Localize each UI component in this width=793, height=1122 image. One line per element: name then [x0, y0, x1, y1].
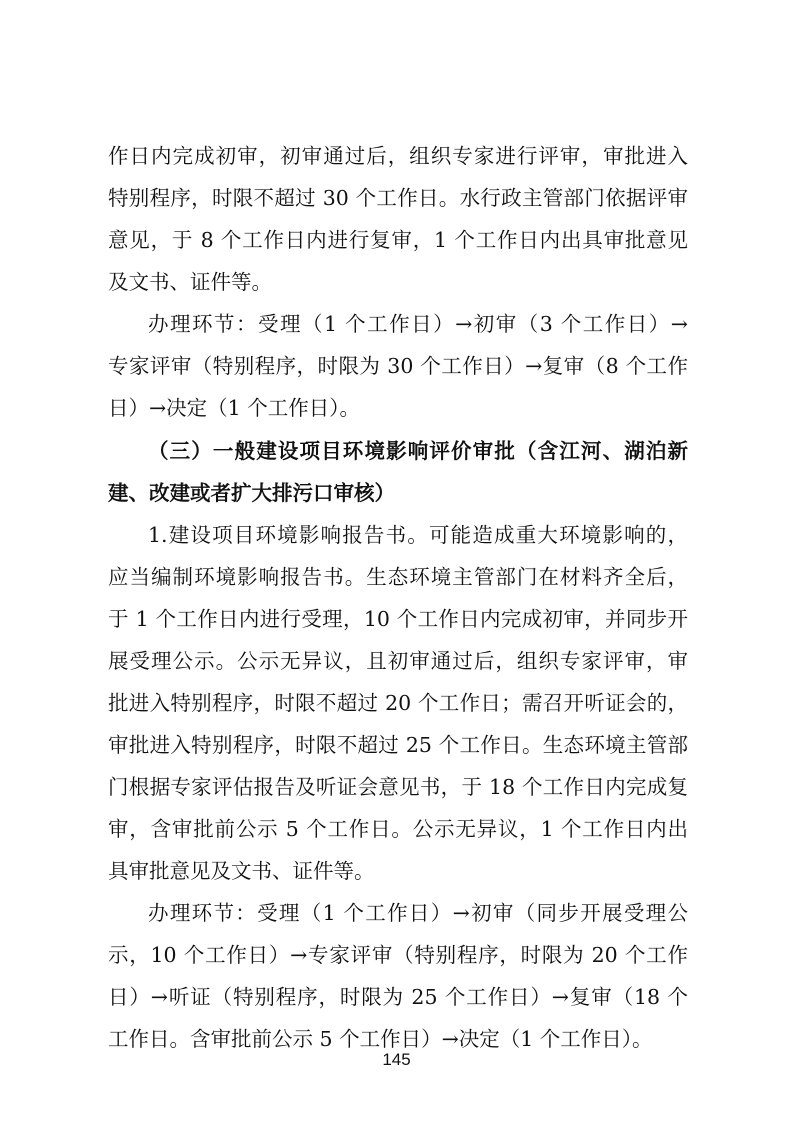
- text-line: 办理环节：受理（1 个工作日）→初审（3 个工作日）→: [148, 312, 688, 336]
- page-number: 145: [382, 1050, 411, 1069]
- text-line: 门根据专家评估报告及听证会意见书，于 18 个工作日内完成复: [108, 775, 688, 799]
- section-heading: （三）一般建设项目环境影响评价审批（含江河、湖泊新: [148, 439, 688, 463]
- text-line: 日）→听证（特别程序，时限为 25 个工作日）→复审（18 个: [108, 985, 688, 1009]
- text-line: 于 1 个工作日内进行受理，10 个工作日内完成初审，并同步开: [108, 607, 688, 631]
- text-line: 审批进入特别程序，时限不超过 25 个工作日。生态环境主管部: [108, 733, 688, 757]
- text-line: 意见，于 8 个工作日内进行复审，1 个工作日内出具审批意见: [108, 228, 688, 252]
- section-heading: 建、改建或者扩大排污口审核）: [108, 481, 395, 505]
- text-line: 展受理公示。公示无异议，且初审通过后，组织专家评审，审: [108, 649, 688, 673]
- text-line: 1.建设项目环境影响报告书。可能造成重大环境影响的，: [148, 523, 688, 547]
- text-line: 日）→决定（1 个工作日）。: [108, 396, 360, 420]
- text-line: 特别程序，时限不超过 30 个工作日。水行政主管部门依据评审: [108, 186, 688, 210]
- text-line: 办理环节：受理（1 个工作日）→初审（同步开展受理公: [148, 901, 688, 925]
- text-line: 具审批意见及文书、证件等。: [108, 859, 375, 883]
- text-line: 审，含审批前公示 5 个工作日。公示无异议，1 个工作日内出: [108, 817, 688, 841]
- text-line: 批进入特别程序，时限不超过 20 个工作日；需召开听证会的，: [108, 691, 688, 715]
- text-line: 应当编制环境影响报告书。生态环境主管部门在材料齐全后，: [108, 565, 688, 589]
- text-line: 专家评审（特别程序，时限为 30 个工作日）→复审（8 个工作: [108, 354, 688, 378]
- text-line: 作日内完成初审，初审通过后，组织专家进行评审，审批进入: [108, 144, 688, 168]
- text-line: 工作日。含审批前公示 5 个工作日）→决定（1 个工作日）。: [108, 1027, 653, 1051]
- text-line: 及文书、证件等。: [108, 270, 272, 294]
- text-line: 示，10 个工作日）→专家评审（特别程序，时限为 20 个工作: [108, 943, 688, 967]
